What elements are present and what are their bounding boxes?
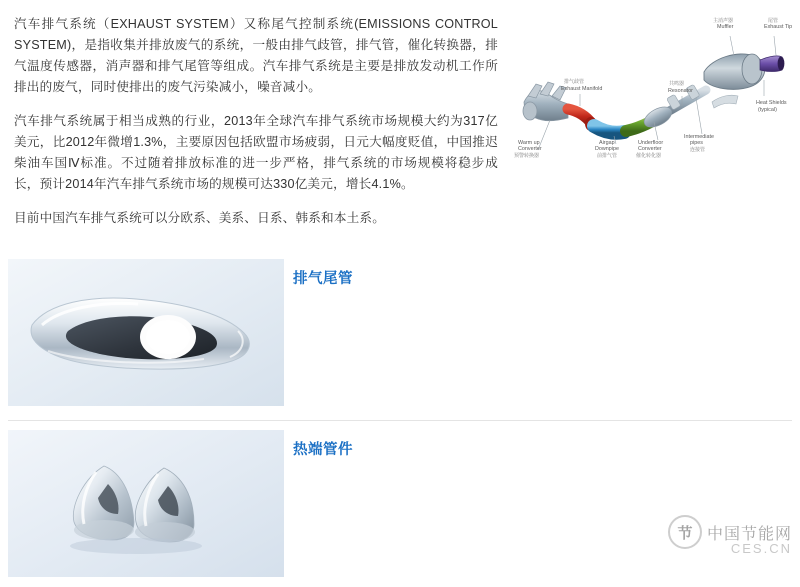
warm-up-converter-graphic [594, 126, 624, 133]
label-resonator-en: Resonator [668, 88, 693, 94]
label-muffler-en: Muffler [717, 24, 734, 30]
article-body [8, 10, 504, 229]
section-divider [8, 420, 792, 421]
label-intermediate-sub: pipes [690, 140, 703, 146]
label-underfloor-en: Underfloor [638, 140, 664, 146]
intro-section [0, 0, 800, 229]
article-paragraph-3: 目前中国汽车排气系统可以分欧系、美系、日系、韩系和本土系。 [14, 211, 386, 225]
watermark-text: 中国节能网 [706, 525, 792, 543]
label-exhaust-tip-zh: 尾管 [768, 18, 779, 24]
label-underfloor-sub: Converter [638, 146, 662, 152]
label-warmup-zh: 预警转换器 [514, 153, 540, 159]
label-exhaust-manifold-en: Exhaust Manifold [561, 86, 603, 92]
label-airgap-sub: Downpipe [595, 146, 619, 152]
exhaust-tip-graphic [760, 56, 784, 72]
exhaust-system-diagram [506, 10, 792, 186]
label-intermediate-en: Intermediate [684, 134, 714, 140]
article-paragraph-2: 汽车排气系统属于相当成熟的行业，2013年全球汽车排气系统市场规模大约为317亿美元，比2012年微增1.3%，主要原因包括欧盟市场疲弱，日元大幅度贬值，中国推迟柴油车国Ⅳ标准。不过随着排放标准的进一步严格，排气系统的市场规模将稳步成长，预计2014年汽车排气系统市场的规模可达330亿美元，增长4.1%。 [14, 114, 498, 191]
product-row-exhaust-tail-pipe [0, 249, 800, 416]
label-heat-shields-sub: (typical) [758, 107, 777, 113]
label-airgap-en: Airgap [599, 140, 615, 146]
label-resonator-zh: 共鸣器 [669, 81, 685, 87]
label-airgap-zh: 前排气管 [597, 153, 618, 159]
article-paragraph-1: 汽车排气系统（EXHAUST SYSTEM）又称尾气控制系统(EMISSIONS CONTROL SYSTEM)，是指收集并排放废气的系统，一般由排气歧管，排气管，催化转换器，排气温度传感器，消声器和排气尾管等组成。汽车排气系统是主要是排放发动机工作所排出的废气，同时使排出的废气污染减小，噪音减小。 [14, 17, 498, 94]
product-link-hot-end-pipe-fitting[interactable]: 热端管件 [293, 442, 353, 458]
product-row-hot-end-pipe-fitting [0, 420, 800, 587]
product-title-hot-end-pipe-fitting[interactable] [293, 430, 353, 459]
label-exhaust-manifold-zh: 排气歧管 [564, 79, 585, 85]
watermark-subtext: CES.CN [730, 541, 792, 556]
label-warmup-sub: Converter [518, 146, 542, 152]
label-exhaust-tip-en: Exhaust Tip [764, 24, 792, 30]
label-muffler-zh: 主消声器 [713, 18, 734, 24]
label-heat-shields-en: Heat Shields [756, 100, 787, 106]
label-intermediate-zh: 连接管 [690, 147, 706, 153]
label-warmup-en: Warm up [518, 140, 540, 146]
product-title-exhaust-tail-pipe[interactable] [293, 259, 353, 288]
product-link-exhaust-tail-pipe[interactable]: 排气尾管 [293, 271, 353, 287]
product-image-hot-end-pipe-fitting [8, 430, 284, 577]
label-underfloor-zh: 催化转化器 [636, 153, 662, 159]
watermark-logo-icon: 节 [668, 515, 702, 549]
product-image-exhaust-tail-pipe [8, 259, 284, 406]
